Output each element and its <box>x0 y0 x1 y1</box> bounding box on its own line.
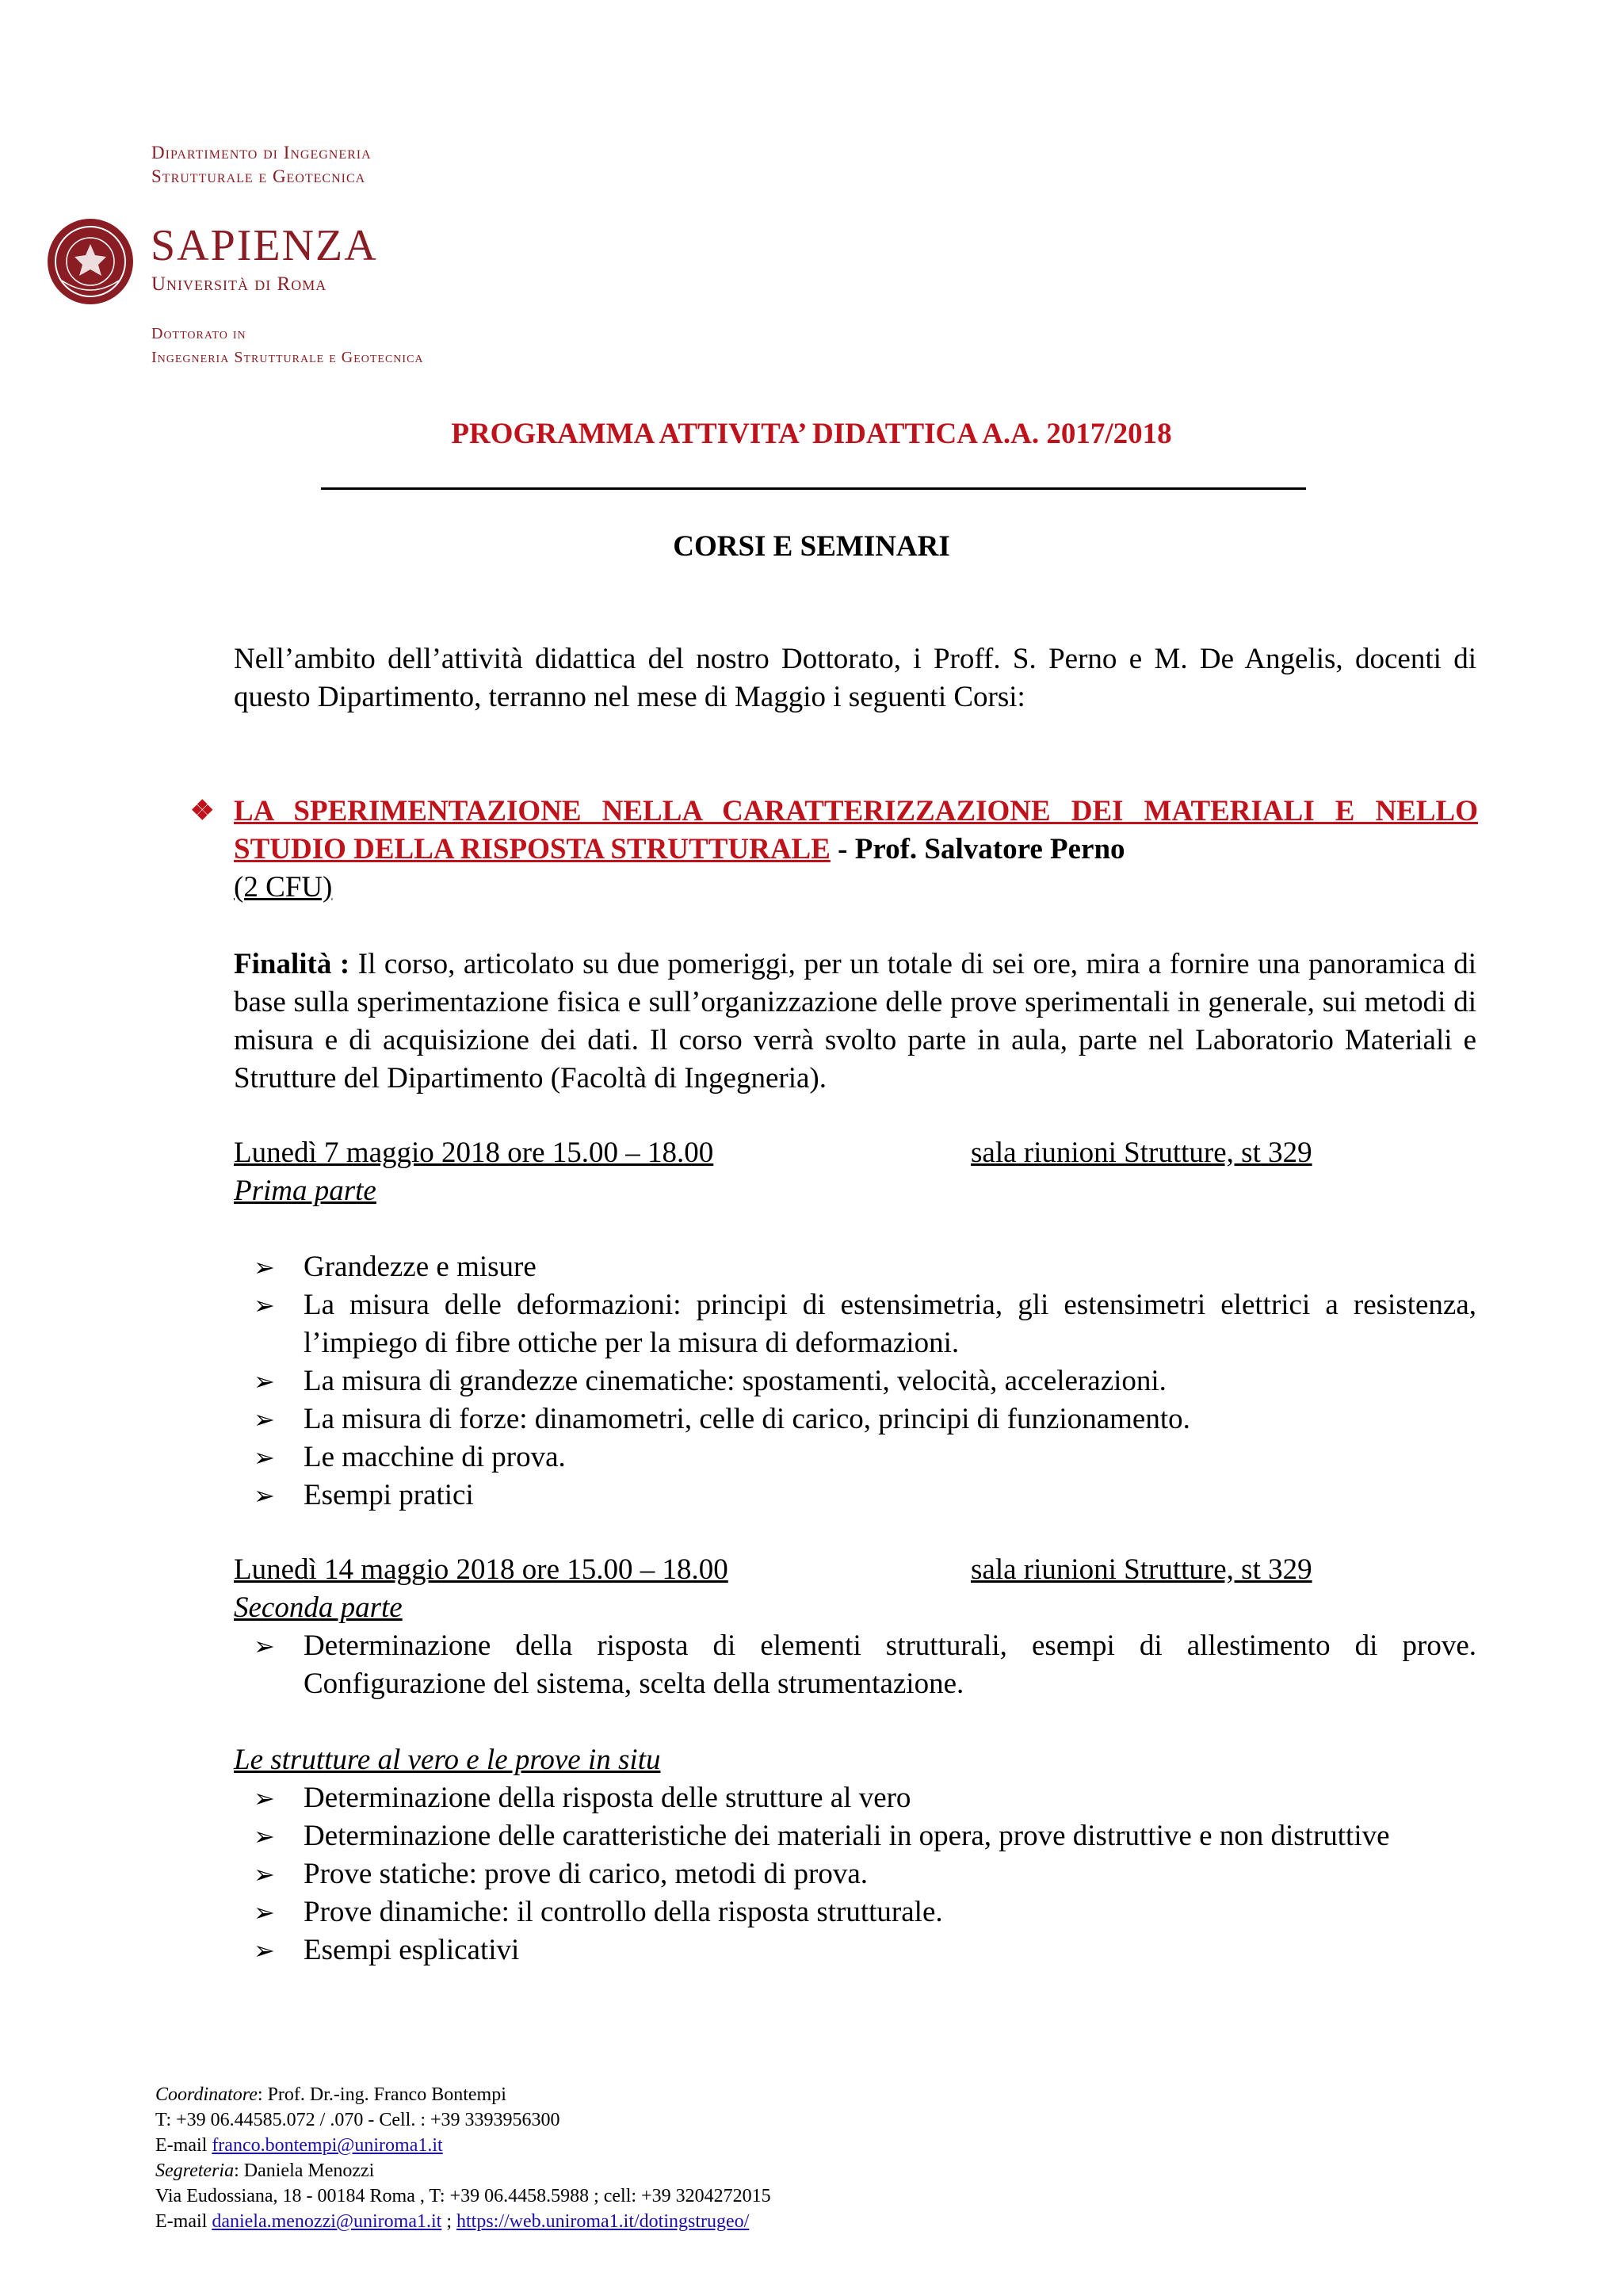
session-1-topics <box>234 1248 1476 1515</box>
arrow-bullet-icon: ➢ <box>254 1291 275 1320</box>
arrow-bullet-icon: ➢ <box>254 1898 275 1927</box>
course-cfu: (2 CFU) <box>234 871 333 904</box>
arrow-bullet-icon: ➢ <box>254 1253 275 1282</box>
session-2-topics-2 <box>234 1779 1476 1969</box>
email-link-coordinator[interactable]: franco.bontempi@uniroma1.it <box>212 2135 443 2156</box>
list-item: ➢ Determinazione della risposta di elementi strutturali, esempi di allestimento di prove. Configurazione del sistema, scelta della strumentazione. <box>234 1627 1476 1703</box>
sapienza-seal-logo <box>46 217 135 306</box>
list-item: ➢ Esempi pratici <box>234 1477 1476 1515</box>
session-2-date: Lunedì 14 maggio 2018 ore 15.00 – 18.00 <box>234 1553 728 1586</box>
session-2-part: Seconda parte <box>234 1591 403 1624</box>
course-teacher: Prof. Salvatore Perno <box>854 833 1125 865</box>
footer-contacts <box>155 2082 771 2234</box>
department-line-2: Strutturale e Geotecnica <box>151 166 366 186</box>
arrow-bullet-icon: ➢ <box>254 1822 275 1851</box>
arrow-bullet-icon: ➢ <box>254 1784 275 1813</box>
doctorate-header <box>151 322 424 369</box>
session-1-room: sala riunioni Strutture, st 329 <box>971 1137 1312 1169</box>
page-title: PROGRAMMA ATTIVITA’ DIDATTICA A.A. 2017/2018 <box>451 418 1172 450</box>
arrow-bullet-icon: ➢ <box>254 1481 275 1510</box>
arrow-bullet-icon: ➢ <box>254 1367 275 1396</box>
session-1-date: Lunedì 7 maggio 2018 ore 15.00 – 18.00 <box>234 1137 714 1169</box>
university-subtitle: Università di Roma <box>151 273 327 295</box>
list-item: ➢ Determinazione delle caratteristiche dei materiali in opera, prove distruttive e non distruttive <box>234 1817 1476 1855</box>
footer-phone: T: +39 06.44585.072 / .070 - Cell. : +39 3393956300 <box>155 2110 560 2130</box>
list-item: ➢ Le macchine di prova. <box>234 1438 1476 1477</box>
list-item: ➢ Prove statiche: prove di carico, metodi di prova. <box>234 1855 1476 1893</box>
doctorate-line-2: Ingegneria Strutturale e Geotecnica <box>151 349 424 366</box>
footer-coordinator: Coordinatore: Prof. Dr.-ing. Franco Bontempi <box>155 2084 506 2105</box>
footer-email-2: E-mail daniela.menozzi@uniroma1.it ; https://web.uniroma1.it/dotingstrugeo/ <box>155 2211 750 2232</box>
doctorate-line-1: Dottorato in <box>151 325 246 342</box>
title-divider <box>321 487 1306 490</box>
intro-paragraph: Nell’ambito dell’attività didattica del nostro Dottorato, i Proff. S. Perno e M. De Angelis, docenti di questo Dipartimento, terranno nel mese di Maggio i seguenti Corsi: <box>234 643 1476 713</box>
course-heading <box>190 793 1478 907</box>
arrow-bullet-icon: ➢ <box>254 1405 275 1434</box>
session-2 <box>234 1551 1476 1969</box>
list-item: ➢ La misura di grandezze cinematiche: spostamenti, velocità, accelerazioni. <box>234 1362 1476 1400</box>
list-item: ➢ Esempi esplicativi <box>234 1931 1476 1969</box>
course-separator: - <box>830 833 855 865</box>
university-name: SAPIENZA <box>151 221 378 270</box>
arrow-bullet-icon: ➢ <box>254 1936 275 1965</box>
email-link-secretary[interactable]: daniela.menozzi@uniroma1.it <box>212 2211 442 2232</box>
arrow-bullet-icon: ➢ <box>254 1860 275 1889</box>
diamond-bullet-icon: ❖ <box>190 797 215 826</box>
list-item: ➢ Grandezze e misure <box>234 1248 1476 1286</box>
department-line-1: Dipartimento di Ingegneria <box>151 143 372 162</box>
website-link[interactable]: https://web.uniroma1.it/dotingstrugeo/ <box>456 2211 750 2232</box>
aims-text: Il corso, articolato su due pomeriggi, per un totale di sei ore, mira a fornire una panoramica di base sulla sperimentazione fisica e sull’organizzazione delle prove sperimentali in generale, sui metodi di misura e di acquisizione dei dati. Il corso verrà svolto parte in aula, parte nel Laboratorio Materiali e Strutture del Dipartimento (Facoltà di Ingegneria). <box>234 948 1476 1095</box>
session-2-topics <box>234 1627 1476 1703</box>
footer-email-1: E-mail franco.bontempi@uniroma1.it <box>155 2135 443 2156</box>
list-item: ➢ La misura di forze: dinamometri, celle di carico, principi di funzionamento. <box>234 1400 1476 1438</box>
arrow-bullet-icon: ➢ <box>254 1632 275 1660</box>
session-2-part-2: Le strutture al vero e le prove in situ <box>234 1744 661 1776</box>
arrow-bullet-icon: ➢ <box>254 1443 275 1472</box>
course-title: LA SPERIMENTAZIONE NELLA CARATTERIZZAZIONE DEI MATERIALI E NELLO STUDIO DELLA RISPOSTA STRUTTURALE <box>234 795 1478 865</box>
course-aims <box>234 946 1476 1098</box>
list-item: ➢ Prove dinamiche: il controllo della risposta strutturale. <box>234 1893 1476 1931</box>
footer-secretary: Segreteria: Daniela Menozzi <box>155 2160 375 2181</box>
list-item: ➢ Determinazione della risposta delle strutture al vero <box>234 1779 1476 1817</box>
session-2-room: sala riunioni Strutture, st 329 <box>971 1553 1312 1586</box>
list-item: ➢ La misura delle deformazioni: principi di estensimetria, gli estensimetri elettrici a resistenza, l’impiego di fibre ottiche per la misura di deformazioni. <box>234 1286 1476 1362</box>
aims-label: Finalità : <box>234 948 350 980</box>
department-header <box>151 141 372 189</box>
footer-address: Via Eudossiana, 18 - 00184 Roma , T: +39 06.4458.5988 ; cell: +39 3204272015 <box>155 2186 771 2206</box>
session-1-part: Prima parte <box>234 1175 376 1207</box>
session-1 <box>234 1134 1476 1515</box>
section-subtitle: CORSI E SEMINARI <box>673 530 950 563</box>
